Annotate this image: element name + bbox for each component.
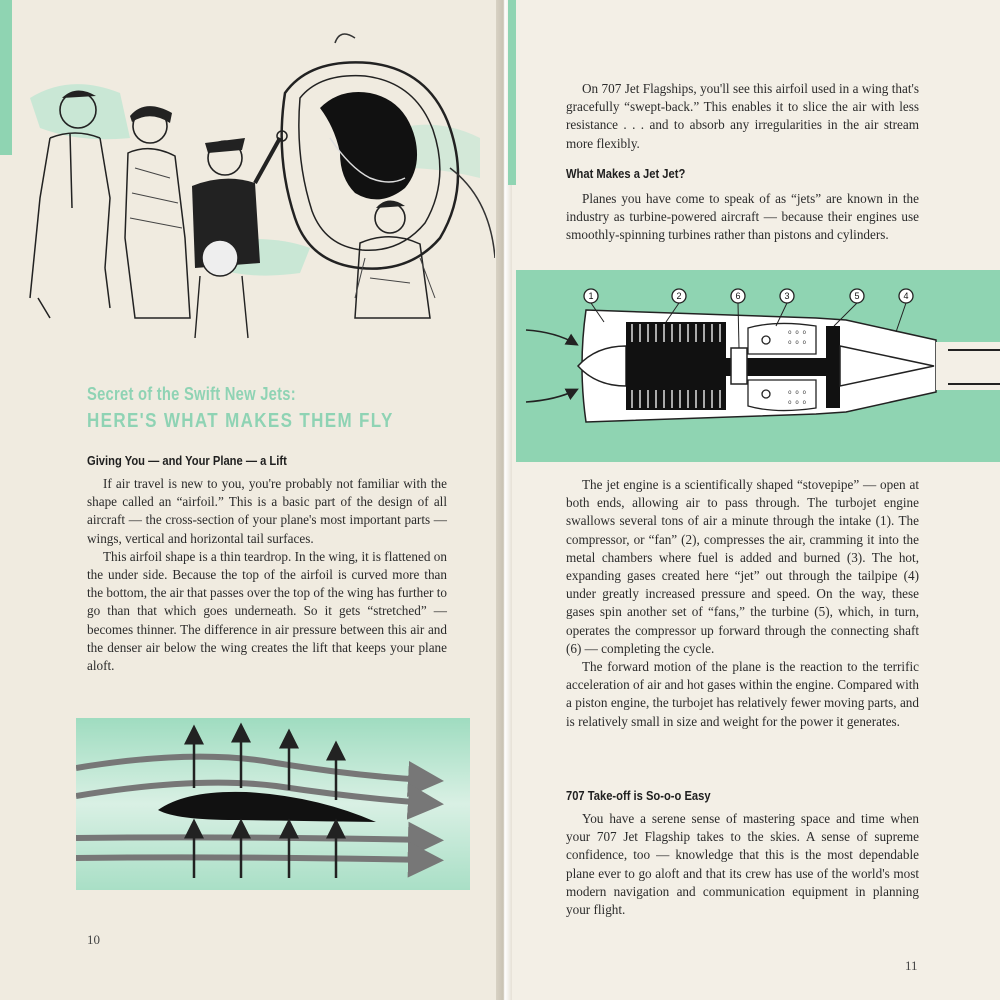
airfoil-lift-diagram xyxy=(76,718,470,890)
right-green-tab xyxy=(508,0,516,185)
subhead-giving-you-a-lift: Giving You — and Your Plane — a Lift xyxy=(87,453,287,468)
subhead-707-take-off: 707 Take-off is So-o-o Easy xyxy=(566,788,711,803)
engine-label-1: 1 xyxy=(588,291,594,301)
passengers-jet-engine-illustration xyxy=(10,18,495,348)
svg-text:o o o: o o o xyxy=(788,339,807,346)
svg-text:o o o: o o o xyxy=(788,399,807,406)
page-number-right: 11 xyxy=(905,958,918,973)
right-paragraphs-3 xyxy=(566,476,919,731)
engine-label-4: 4 xyxy=(903,291,909,301)
svg-text:o o o: o o o xyxy=(788,389,807,396)
section-title: HERE'S WHAT MAKES THEM FLY xyxy=(87,410,394,432)
subhead-what-makes-a-jet-jet: What Makes a Jet Jet? xyxy=(566,166,686,181)
right-paragraph-4 xyxy=(566,810,919,919)
turbojet-engine-diagram xyxy=(516,270,1000,462)
right-paragraph-2 xyxy=(566,190,919,245)
engine-label-3: 3 xyxy=(784,291,790,301)
left-body-text xyxy=(87,475,447,675)
page-number-left: 10 xyxy=(87,932,100,947)
engine-label-2: 2 xyxy=(676,291,682,301)
engine-label-5: 5 xyxy=(854,291,860,301)
svg-text:o o o: o o o xyxy=(788,329,807,336)
engine-label-6: 6 xyxy=(735,291,741,301)
paragraph: This airfoil shape is a thin teardrop. In the wing, it is flattened on the under side. Because the top of the airfoil is curved more than the bottom, the air that passes over the top of the wing has further to go than that which goes underneath. So it gets “stretched” — becomes thinner. The difference in air pressure between this air and the denser air below the wing creates the lift that keeps your plane aloft. xyxy=(87,548,448,674)
right-intro-text xyxy=(566,80,919,153)
section-subtitle: Secret of the Swift New Jets: xyxy=(87,384,296,404)
paragraph: The forward motion of the plane is the reaction to the terrific acceleration of air and hot gases within the engine. Compared with a piston engine, the turbojet has relatively fewer moving parts, and is relatively small in size and weight for the power it generates. xyxy=(566,659,919,729)
paragraph: If air travel is new to you, you're probably not familiar with the shape called an “airfoil.” This is a basic part of the design of all aircraft — the cross-section of your plane's most important parts — wings, vertical and horizontal tail surfaces. xyxy=(87,476,447,546)
paragraph: You have a serene sense of mastering space and time when your 707 Jet Flagship takes to the skies. A sense of supreme confidence, too — knowledge that this is the most dependable plane ever to go aloft and that its crew has use of the world's most modern navigation and communication equipment in planning your flight. xyxy=(566,811,919,918)
paragraph: The jet engine is a scientifically shaped “stovepipe” — open at both ends, allowing air to pass through. The turbojet engine swallows several tons of air a minute through the intake (1). The compressor, or “fan” (2), compresses the air, cramming it into the metal chambers where fuel is added and burned (3). The hot, expanding gases created here “jet” out through the tailpipe (4) under greatly increased pressure and speed. On the way, these gases spin another set of “fans,” the turbine (5), which, in turn, operates the compressor up forward through the connecting shaft (6) — completing the cycle. xyxy=(566,477,919,656)
paragraph: Planes you have come to speak of as “jets” are known in the industry as turbine-powered aircraft — because their engines use smoothly-spinning turbines rather than pistons and cylinders. xyxy=(566,191,919,243)
paragraph: On 707 Jet Flagships, you'll see this airfoil used in a wing that's gracefully “swept-back.” This enables it to slice the air with less resistance . . . and to absorb any irregularities in the air stream more flexibly. xyxy=(566,81,919,151)
